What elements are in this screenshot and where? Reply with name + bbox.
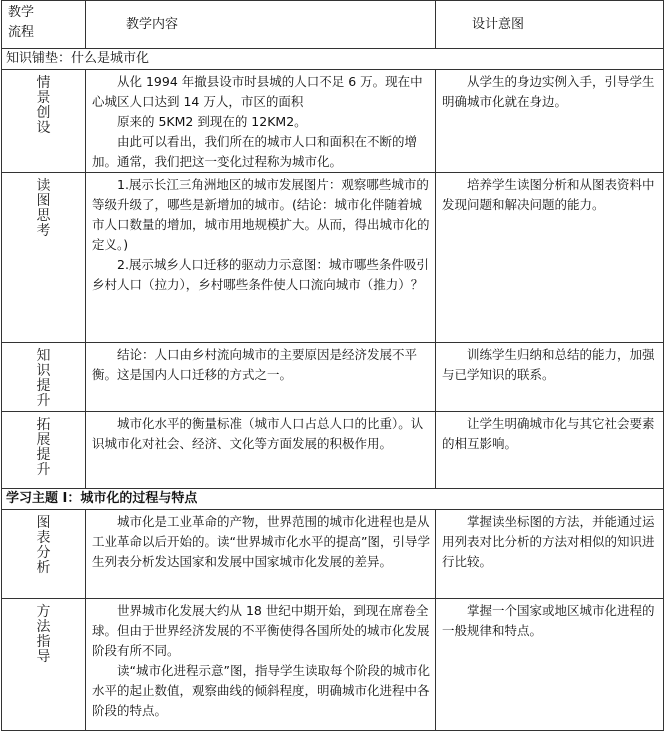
content-cell <box>86 599 436 731</box>
stage-char: 析 <box>36 560 51 576</box>
intent-paragraph: 培养学生读图分析和从图表资料中发现问题和解决问题的能力。 <box>442 177 655 212</box>
stage-char: 情 <box>36 75 51 91</box>
content-paragraph: 1.展示长江三角洲地区的城市发展图片：观察哪些城市的等级升级了，哪些是新增加的城市。(结论：城市化伴随着城市人口数量的增加，城市用地规模扩大。从而，得出城市化的定义。) <box>92 177 430 252</box>
stage-char: 拓 <box>36 417 51 433</box>
table-row <box>2 343 664 412</box>
table-row <box>2 510 664 599</box>
content-cell <box>86 70 436 173</box>
stage-char: 法 <box>36 619 51 635</box>
content-cell <box>86 343 436 412</box>
table-row <box>2 70 664 173</box>
stage-char: 图 <box>36 193 51 209</box>
stage-cell <box>2 510 86 599</box>
header-stage-cell <box>2 1 86 49</box>
stage-char: 方 <box>36 604 51 620</box>
stage-cell <box>2 343 86 412</box>
stage-char: 提 <box>36 378 51 394</box>
section-title-1: 知识铺垫：什么是城市化 <box>2 49 664 70</box>
stage-char: 分 <box>36 545 51 561</box>
content-paragraph: 从化 1994 年撤县设市时县城的人口不足 6 万。现在中心城区人口达到 14 万人，市区的面积 <box>92 74 423 109</box>
intent-cell <box>436 599 664 731</box>
content-paragraph: 由此可以看出，我们所在的城市人口和面积在不断的增加。通常，我们把这一变化过程称为城市化。 <box>92 134 418 169</box>
intent-cell <box>436 510 664 599</box>
intent-cell <box>436 70 664 173</box>
content-paragraph: 城市化是工业革命的产物，世界范围的城市化进程也是从工业革命以后开始的。读“世界城市化水平的提高”图，引导学生列表分析发达国家和发展中国家城市化发展的差异。 <box>92 514 430 569</box>
intent-paragraph: 让学生明确城市化与其它社会要素的相互影响。 <box>442 416 655 451</box>
table-row <box>2 412 664 489</box>
stage-char: 提 <box>36 447 51 463</box>
content-paragraph: 城市化水平的衡量标准（城市人口占总人口的比重）。认识城市化对社会、经济、文化等方面发展的积极作用。 <box>92 416 424 451</box>
header-content-cell: 教学内容 <box>86 1 436 49</box>
stage-char: 景 <box>36 90 51 106</box>
stage-char: 识 <box>36 363 51 379</box>
content-cell <box>86 510 436 599</box>
intent-cell <box>436 412 664 489</box>
intent-cell <box>436 173 664 343</box>
header-stage-line2: 流程 <box>8 25 35 40</box>
content-cell <box>86 412 436 489</box>
stage-cell <box>2 412 86 489</box>
content-cell <box>86 173 436 343</box>
stage-char: 表 <box>36 530 51 546</box>
stage-cell <box>2 599 86 731</box>
intent-paragraph: 掌握读坐标图的方法，并能通过运用列表对比分析的方法对相似的知识进行比较。 <box>442 514 655 569</box>
header-stage-line1: 教学 <box>8 5 35 20</box>
section-row-2 <box>2 489 664 510</box>
intent-paragraph: 训练学生归纳和总结的能力，加强与已学知识的联系。 <box>442 347 655 382</box>
stage-cell <box>2 70 86 173</box>
stage-char: 设 <box>36 120 51 136</box>
section-row-1 <box>2 49 664 70</box>
stage-char: 导 <box>36 649 51 665</box>
stage-char: 图 <box>36 515 51 531</box>
content-paragraph: 原来的 5KM2 到现在的 12KM2。 <box>117 114 307 129</box>
table-row <box>2 599 664 731</box>
stage-char: 展 <box>36 432 51 448</box>
stage-char: 读 <box>36 178 51 194</box>
stage-char: 知 <box>36 348 51 364</box>
intent-paragraph: 从学生的身边实例入手，引导学生明确城市化就在身边。 <box>442 74 655 109</box>
stage-char: 升 <box>36 462 51 478</box>
table-row <box>2 173 664 343</box>
stage-char: 创 <box>36 105 51 121</box>
lesson-plan-table <box>1 0 664 731</box>
content-paragraph: 读“城市化进程示意”图，指导学生读取每个阶段的城市化水平的起止数值，观察曲线的倾斜程度，明确城市化进程中各阶段的特点。 <box>92 663 430 718</box>
stage-char: 指 <box>36 634 51 650</box>
header-row <box>2 1 664 49</box>
content-paragraph: 世界城市化发展大约从 18 世纪中期开始，到现在席卷全球。但由于世界经济发展的不平衡使得各国所处的城市化发展阶段有所不同。 <box>92 603 430 658</box>
section-title-2: 学习主题 I：城市化的过程与特点 <box>2 489 664 510</box>
header-intent-cell: 设计意图 <box>436 1 664 49</box>
stage-char: 考 <box>36 223 51 239</box>
stage-char: 升 <box>36 393 51 409</box>
content-paragraph: 2.展示城乡人口迁移的驱动力示意图：城市哪些条件吸引乡村人口（拉力），乡村哪些条件使人口流向城市（推力）？ <box>92 257 429 292</box>
content-paragraph: 结论：人口由乡村流向城市的主要原因是经济发展不平衡。这是国内人口迁移的方式之一。 <box>92 347 418 382</box>
intent-cell <box>436 343 664 412</box>
stage-char: 思 <box>36 208 51 224</box>
intent-paragraph: 掌握一个国家或地区城市化进程的一般规律和特点。 <box>442 603 655 638</box>
stage-cell <box>2 173 86 343</box>
